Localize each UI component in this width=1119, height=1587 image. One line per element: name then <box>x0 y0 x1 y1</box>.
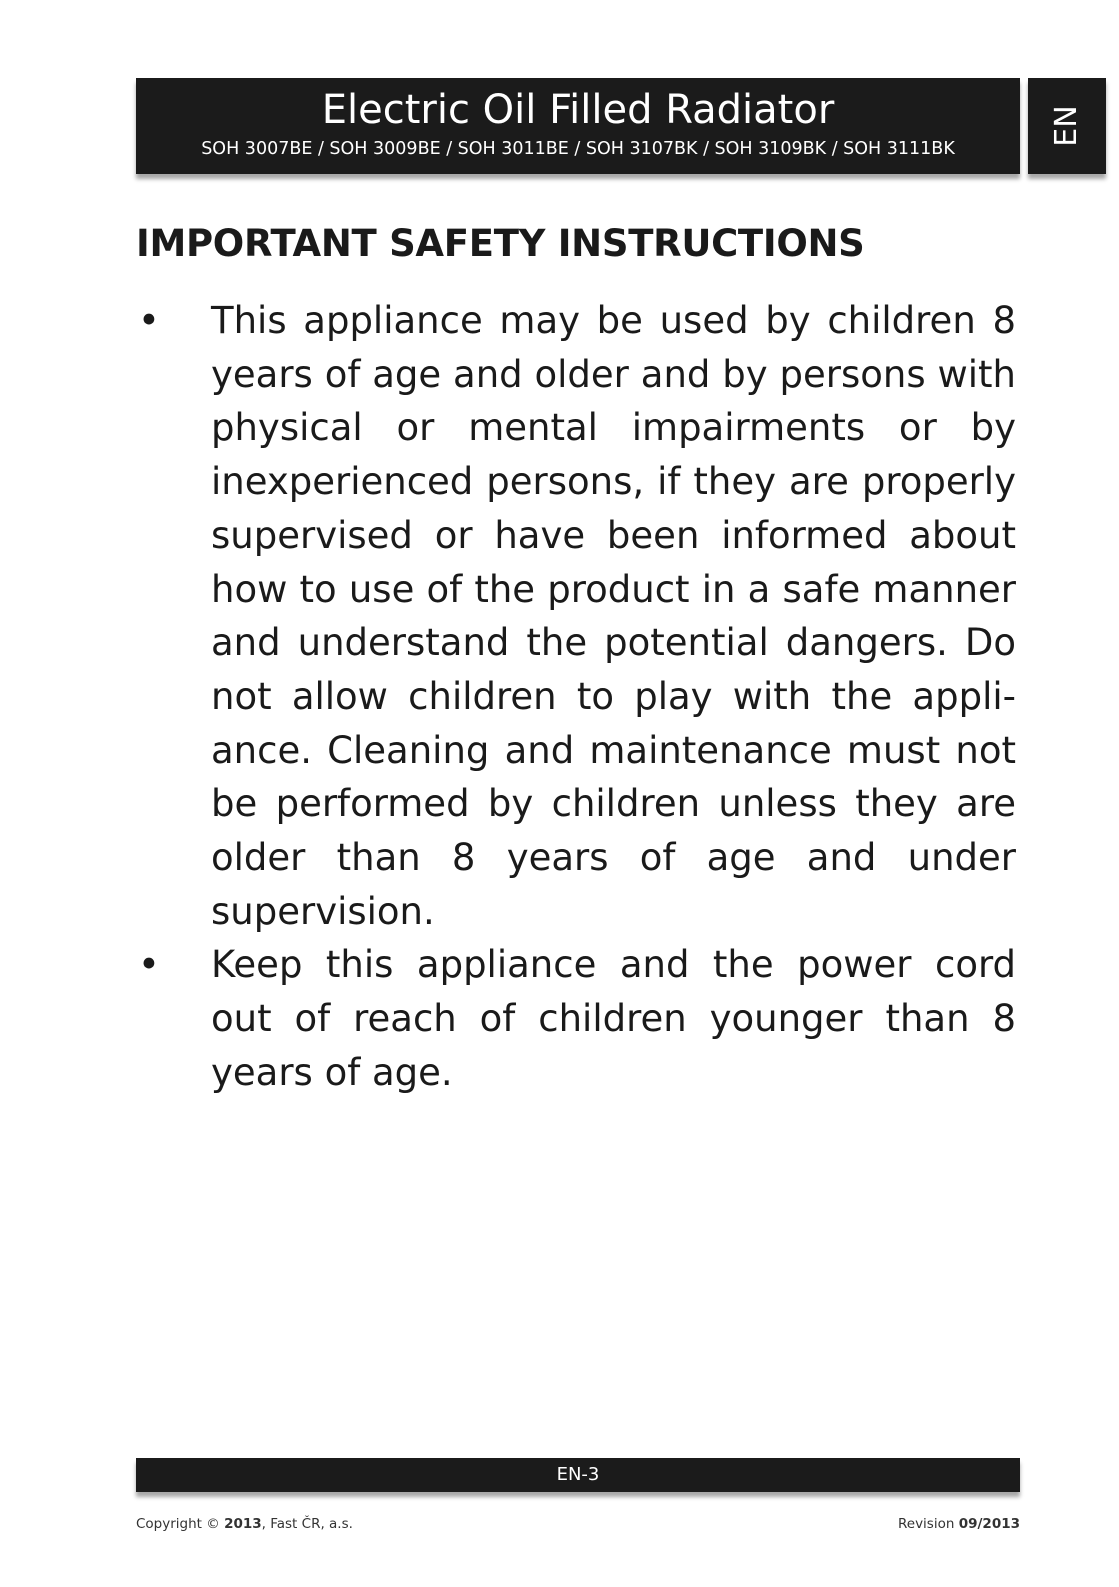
footer-bar <box>136 1458 1020 1492</box>
language-tab <box>1028 78 1106 174</box>
list-item-text: Keep this appliance and the power cord out of reach of children younger than 8 years of age. <box>211 943 1016 1094</box>
bullet-icon: • <box>138 299 160 342</box>
safety-instructions-list <box>136 294 1016 1100</box>
revision-label: Revision <box>897 1516 955 1532</box>
list-item-text: This appliance may be used by children 8 years of age and older and by persons with physical or mental impairments or by inexperienced persons, if they are properly supervised or have been informed about how to use of the product in a safe manner and understand the potential dangers. Do not allow children to play with the appliance. Cleaning and maintenance must not be performed by children unless they are older than 8 years of age and under supervision. <box>211 299 1016 933</box>
list-item <box>136 938 1016 1099</box>
copyright-company: , Fast ČR, a.s. <box>261 1516 353 1532</box>
document-title: Electric Oil Filled Radiator <box>321 87 835 133</box>
copyright-prefix: Copyright © <box>136 1516 220 1532</box>
header-bar <box>136 78 1020 174</box>
revision <box>898 1514 1020 1534</box>
revision-value: 09/2013 <box>958 1516 1020 1532</box>
model-numbers: SOH 3007BE / SOH 3009BE / SOH 3011BE / SOH 3107BK / SOH 3109BK / SOH 3111BK <box>201 139 955 159</box>
bullet-icon: • <box>138 943 160 987</box>
language-tab-label: EN <box>1049 105 1084 147</box>
copyright <box>136 1514 353 1534</box>
list-item <box>136 294 1016 938</box>
page-number: EN-3 <box>556 1464 600 1485</box>
section-title: IMPORTANT SAFETY INSTRUCTIONS <box>136 222 865 265</box>
copyright-year: 2013 <box>224 1516 262 1532</box>
